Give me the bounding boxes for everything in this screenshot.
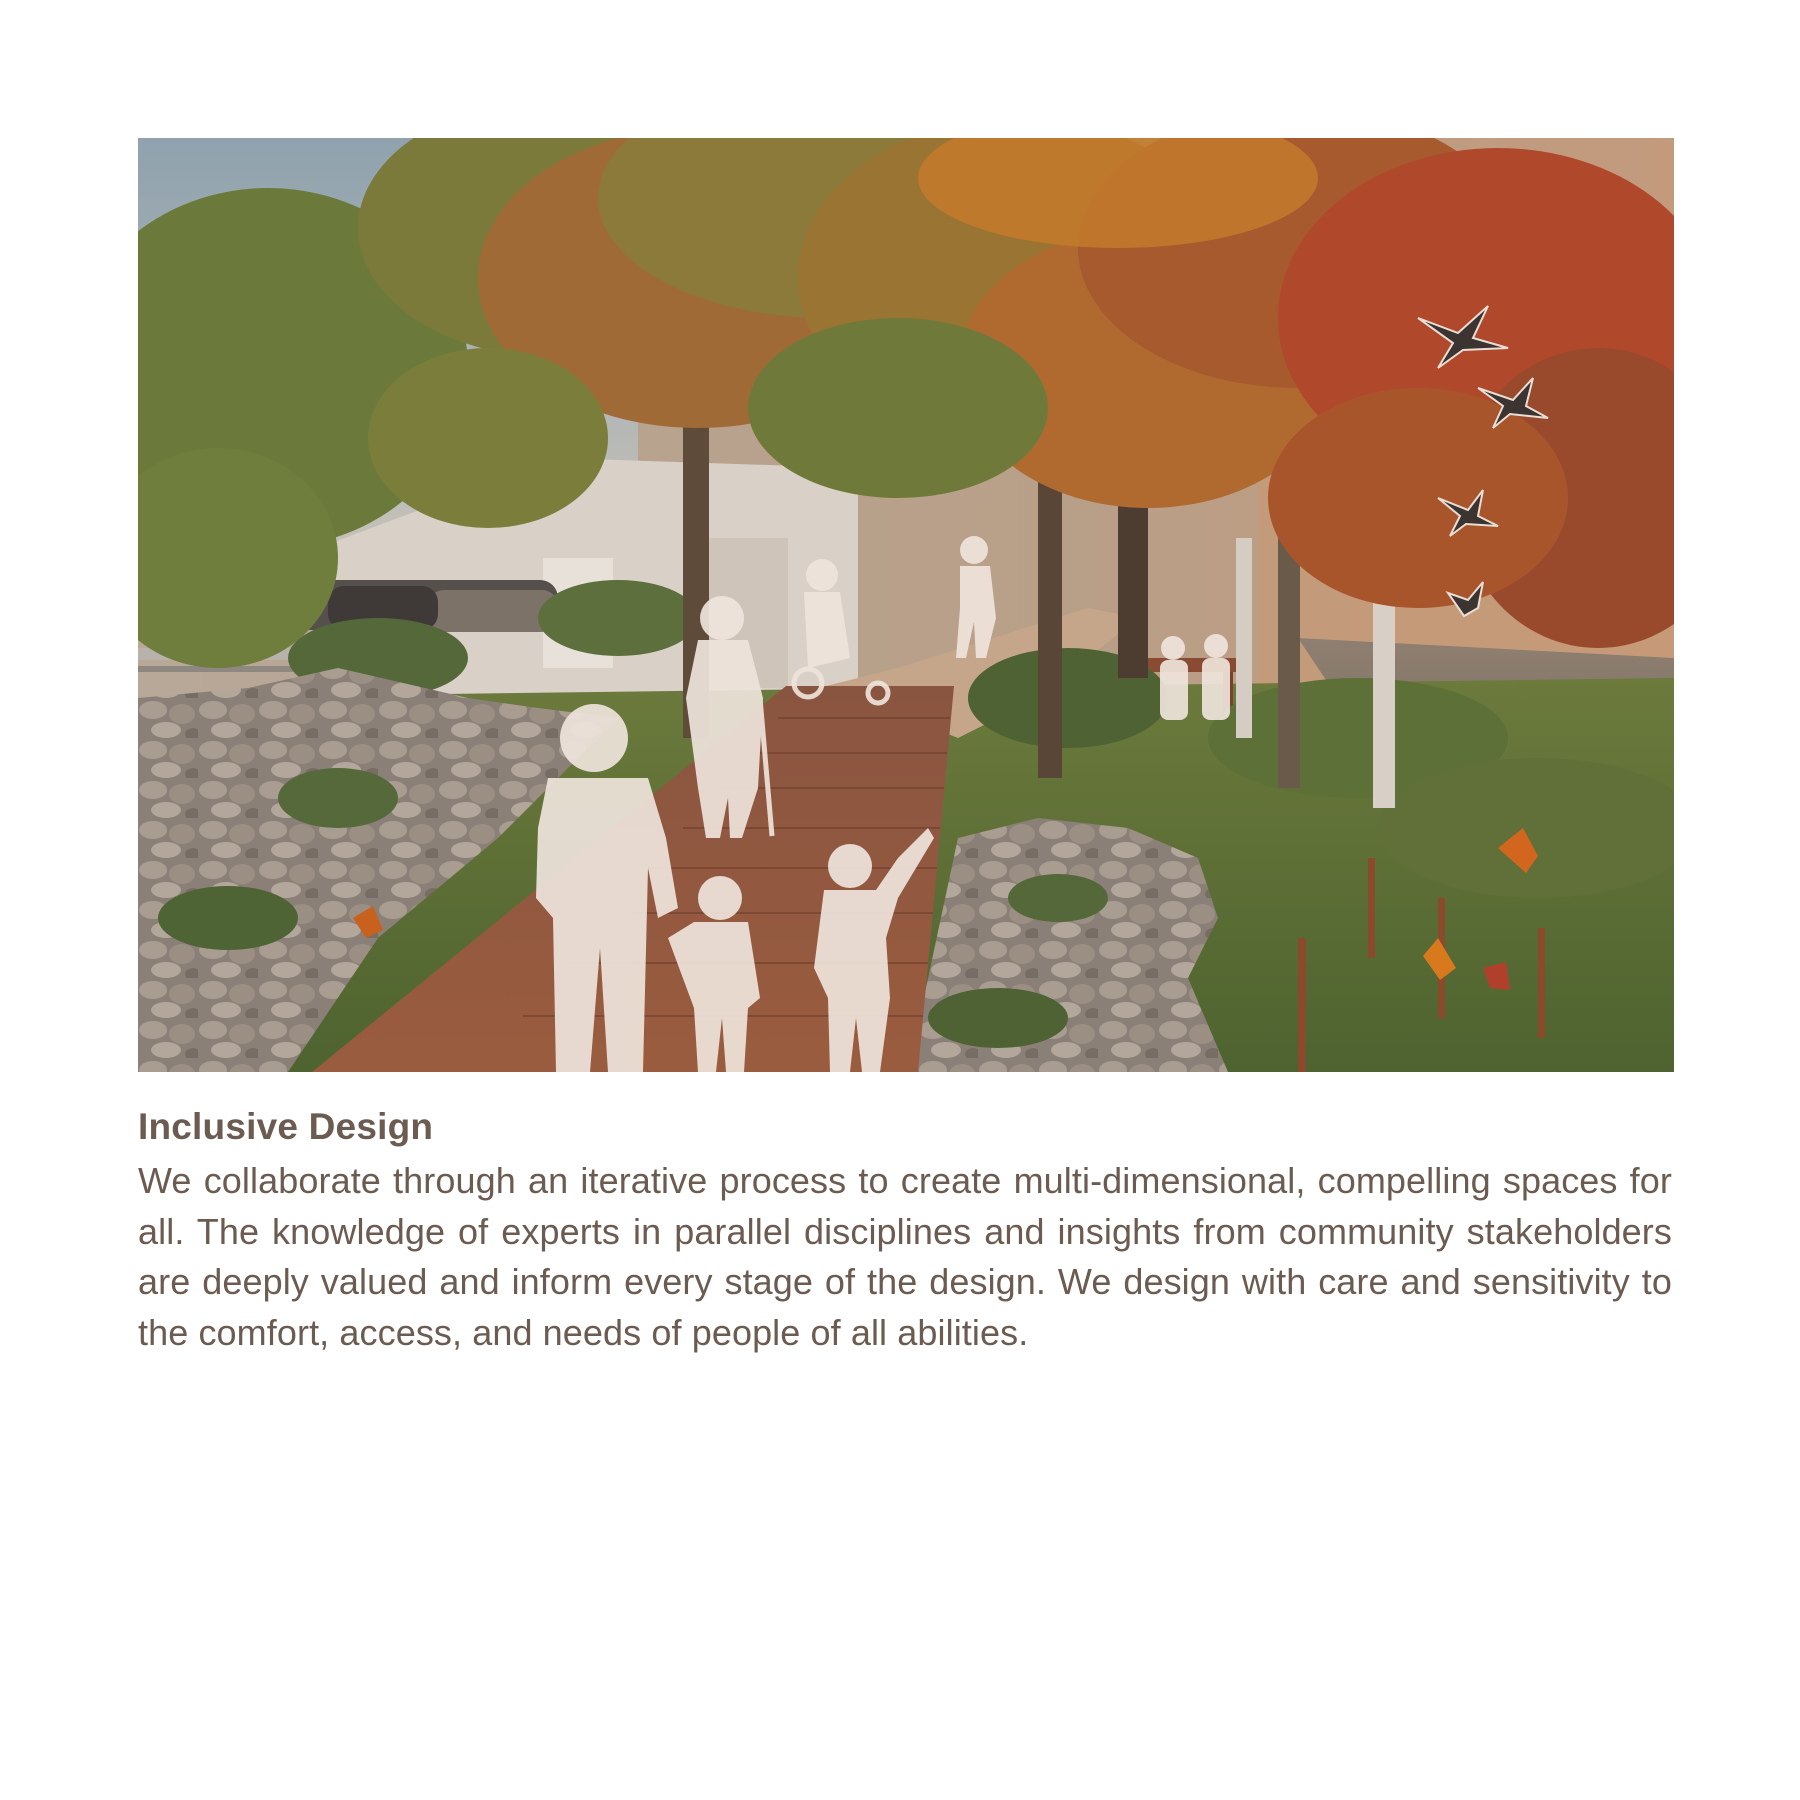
section-body-text: We collaborate through an iterative process to create multi-dimensional, compelling spaces for all. The knowledge of experts in parallel disciplines and insights from community stakeholders are deeply valued and inform every stage of the design. We design with care and sensitivity to the comfort, access, and needs of people of all abilities.	[138, 1160, 1672, 1353]
boardwalk-scene-illustration	[138, 138, 1674, 1072]
section-heading: Inclusive Design	[138, 1106, 434, 1147]
landscape-rendering	[138, 138, 1674, 1072]
caption-block	[138, 1102, 1672, 1358]
